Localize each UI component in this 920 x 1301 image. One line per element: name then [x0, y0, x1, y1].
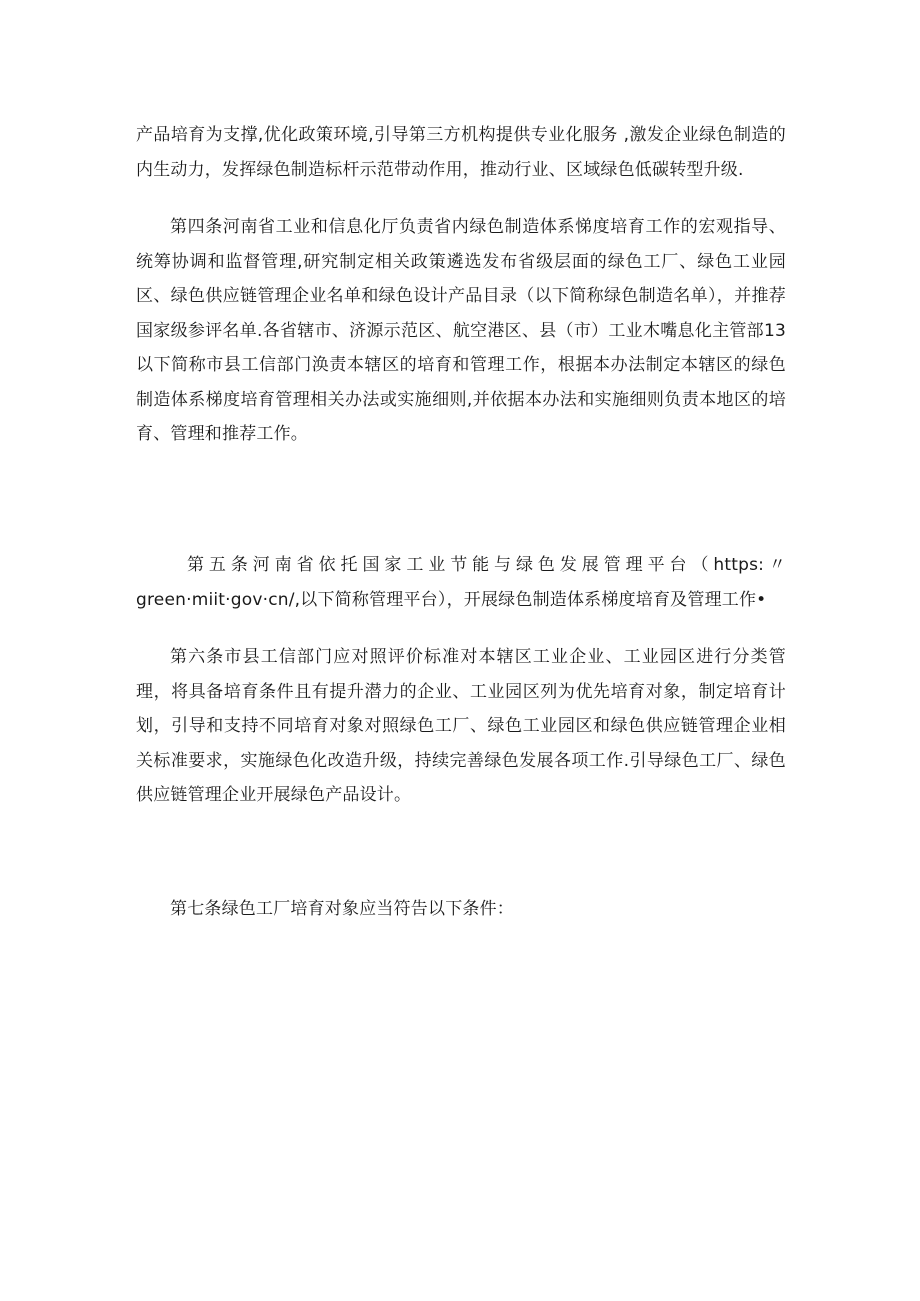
- paragraph-article-4: 第四条河南省工业和信息化厅负责省内绿色制造体系悌度培育工作的宏观指导、统筹协调和监督管理,研究制定相关政策遴选发布省级层面的绿色工厂、绿色工业园区、绿色供应链管理企业名单和绿色设计产品目录（以下简称绿色制造名单），并推荐国家级参评名单.各省辖市、济源示范区、航空港区、县（市）工业木嘴息化主管部13以下简称市县工信部门涣责本辖区的培育和管理工作，根据本办法制定本辖区的绿色制造体系梯度培育管理相关办法或实施细则,并依据本办法和实施细则负责本地区的培育、管理和推荐工作。: [136, 217, 786, 444]
- paragraph-continuation: 产品培育为支撑,优化政策环境,引导第三方机构提供专业化服务 ,激发企业绿色制造的内生动力，发挥绿色制造标杆示范带动作用，推动行业、区域绿色低碳转型升级.: [136, 125, 786, 180]
- paragraph-article-6: 第六条市县工信部门应对照评价标准对本辖区工业企业、工业园区进行分类管理，将具备培育条件且有提升潜力的企业、工业园区列为优先培育对象，制定培育计划，引导和支持不同培育对象对照绿色工厂、绿色工业园区和绿色供应链管理企业相关标准要求，实施绿色化改造升级，持续完善绿色发展各项工作.引导绿色工厂、绿色供应链管理企业开展绿色产品设计。: [136, 647, 786, 805]
- paragraph-article-5: 第五条河南省依托国家工业节能与绿色发展管理平台（https:〃green·miit·gov·cn/,以下简称管理平台），开展绿色制造体系梯度培育及管理工作•: [136, 555, 786, 610]
- paragraph-article-7: 第七条绿色工厂培育对象应当符告以下条件：: [170, 899, 514, 919]
